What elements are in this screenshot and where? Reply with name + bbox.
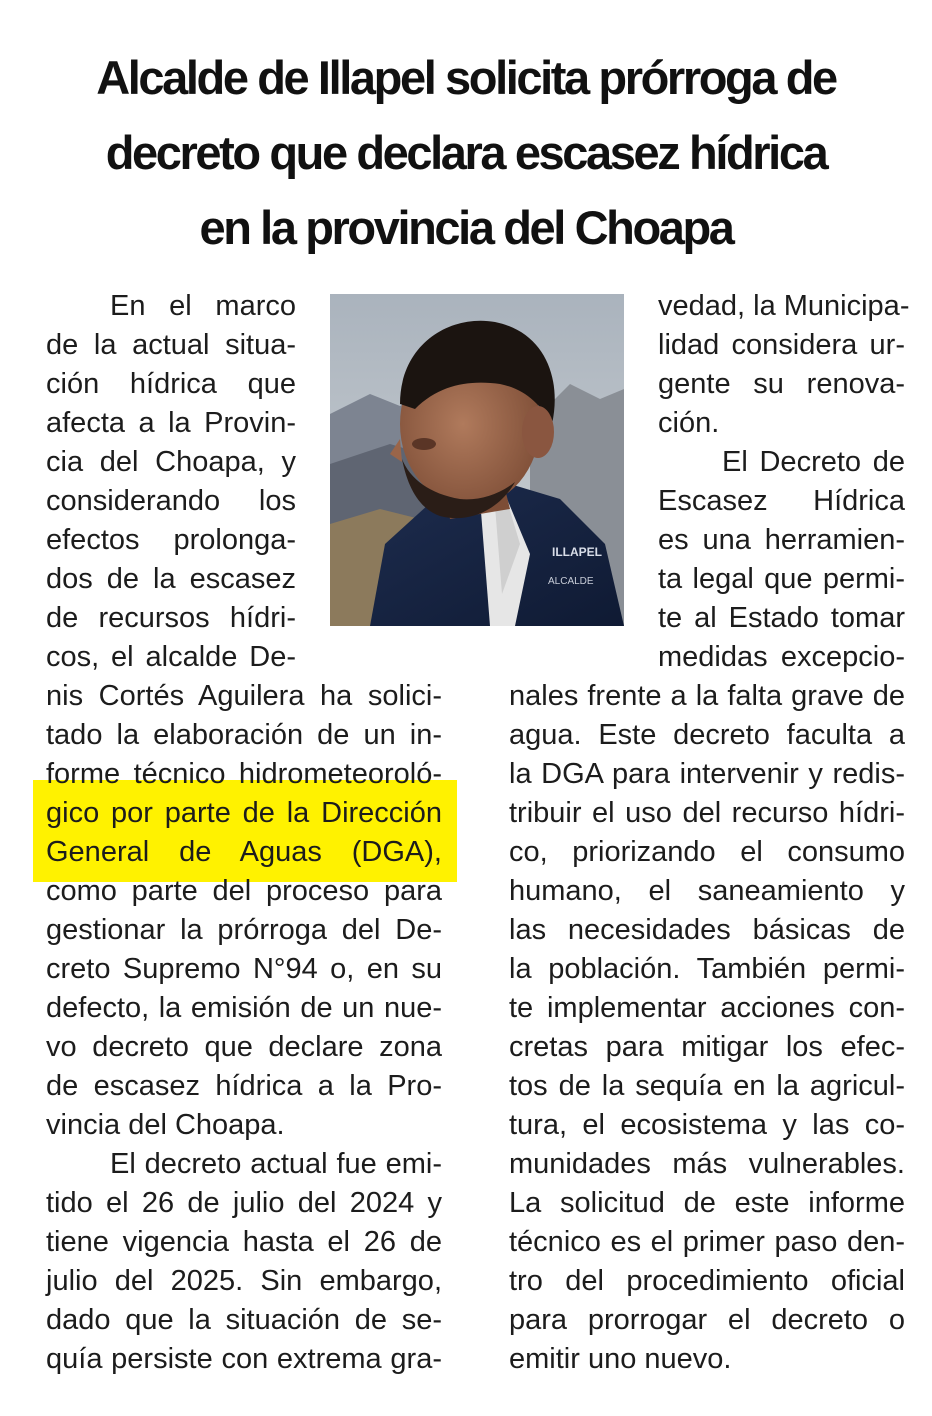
left-line: afecta a la Provin- (46, 407, 296, 439)
right-line: vedad, la Municipa- (658, 290, 910, 322)
left-line: considerando los (46, 485, 296, 517)
right-line: tro del procedimiento oficial (509, 1265, 905, 1297)
left-line: de escasez hídrica a la Pro- (46, 1070, 442, 1102)
right-line: munidades más vulnerables. (509, 1148, 905, 1180)
article-headline (30, 40, 902, 265)
right-line: medidas excepcio- (658, 641, 905, 673)
headline-line-1: Alcalde de Illapel solicita prórroga de (96, 51, 836, 104)
right-line: Escasez Hídrica (658, 485, 905, 517)
jacket-logo-text-1: ILLAPEL (552, 545, 602, 559)
right-line: agua. Este decreto faculta a (509, 719, 905, 751)
left-line: cos, el alcalde De- (46, 641, 296, 673)
left-line: General de Aguas (DGA), (46, 836, 442, 868)
right-line: cretas para mitigar los efec- (509, 1031, 905, 1063)
right-line: para prorrogar el decreto o (509, 1304, 905, 1336)
left-line: nis Cortés Aguilera ha solici- (46, 680, 442, 712)
right-line: tos de la sequía en la agricul- (509, 1070, 905, 1102)
right-line: tribuir el uso del recurso hídri- (509, 797, 905, 829)
left-line: En el marco (110, 290, 296, 322)
left-line: dado que la situación de se- (46, 1304, 442, 1336)
left-line: de la actual situa- (46, 329, 296, 361)
left-line: defecto, la emisión de un nue- (46, 992, 442, 1024)
person-photo-icon (330, 294, 624, 626)
right-line: nales frente a la falta grave de (509, 680, 905, 712)
left-line: forme técnico hidrometeoroló- (46, 758, 442, 790)
right-line: te al Estado tomar (658, 602, 905, 634)
left-line: efectos prolonga- (46, 524, 296, 556)
left-line: dos de la escasez (46, 563, 296, 595)
right-line: te implementar acciones con- (509, 992, 905, 1024)
left-line: ción hídrica que (46, 368, 296, 400)
left-line: tido el 26 de julio del 2024 y (46, 1187, 442, 1219)
left-line: vo decreto que declare zona (46, 1031, 442, 1063)
left-line: quía persiste con extrema gra- (46, 1343, 442, 1375)
right-line: ción. (658, 407, 720, 439)
right-line: El Decreto de (722, 446, 905, 478)
right-line: humano, el saneamiento y (509, 875, 905, 907)
left-line: gico por parte de la Dirección (46, 797, 442, 829)
right-line: emitir uno nuevo. (509, 1343, 732, 1375)
right-line: ta legal que permi- (658, 563, 905, 595)
right-line: La solicitud de este informe (509, 1187, 905, 1219)
left-line: como parte del proceso para (46, 875, 442, 907)
right-line: técnico es el primer paso den- (509, 1226, 905, 1258)
right-line: la población. También permi- (509, 953, 905, 985)
right-line: tura, el ecosistema y las co- (509, 1109, 905, 1141)
right-line: es una herramien- (658, 524, 905, 556)
jacket-logo-text-2: ALCALDE (548, 576, 594, 587)
left-line: El decreto actual fue emi- (110, 1148, 442, 1180)
left-line: julio del 2025. Sin embargo, (46, 1265, 442, 1297)
left-line: creto Supremo N°94 o, en su (46, 953, 442, 985)
headline-line-3: en la provincia del Choapa (199, 201, 733, 254)
left-line: gestionar la prórroga del De- (46, 914, 442, 946)
right-line: gente su renova- (658, 368, 905, 400)
left-line: cia del Choapa, y (46, 446, 296, 478)
left-line: tiene vigencia hasta el 26 de (46, 1226, 442, 1258)
left-line: vincia del Choapa. (46, 1109, 285, 1141)
right-line: las necesidades básicas de (509, 914, 905, 946)
right-line: la DGA para intervenir y redis- (509, 758, 905, 790)
left-line: de recursos hídri- (46, 602, 296, 634)
right-line: lidad considera ur- (658, 329, 905, 361)
headline-line-2: decreto que declara escasez hídrica (105, 126, 827, 179)
left-line: tado la elaboración de un in- (46, 719, 442, 751)
right-line: co, priorizando el consumo (509, 836, 905, 868)
